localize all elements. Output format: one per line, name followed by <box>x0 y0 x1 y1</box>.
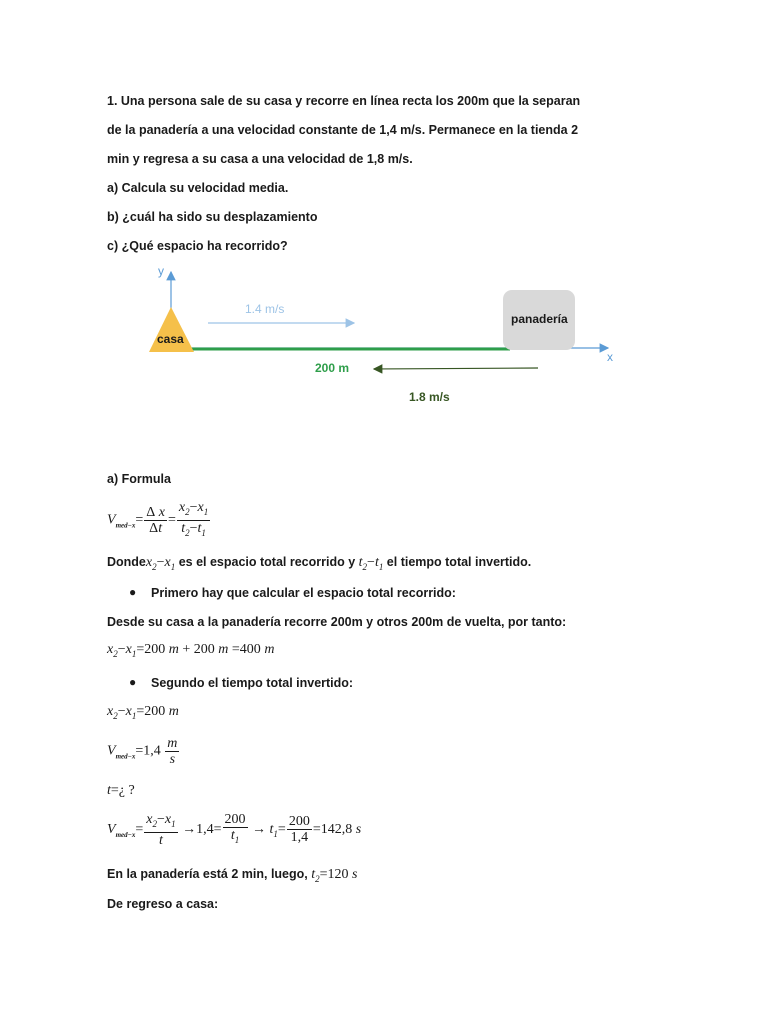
equation-distance-200: $x_2-x_1=200$ m <box>107 704 179 721</box>
motion-diagram <box>140 262 620 412</box>
speed-out-label: 1.4 m/s <box>245 302 285 316</box>
question-b: b) ¿cuál ha sido su desplazamiento <box>107 210 318 224</box>
equation-velocity-value: $V_{med-x}=1,4$ $\frac{m}{s}$ <box>107 736 178 767</box>
regreso-line: De regreso a casa: <box>107 897 219 911</box>
bullet-dot: ● <box>129 585 137 599</box>
desde-line: Desde su casa a la panadería recorre 200m y otros 200m de vuelta, por tanto: <box>107 615 567 629</box>
bullet-2-text: Segundo el tiempo total invertido: <box>151 676 354 690</box>
section-heading-formula: a) Formula <box>107 472 171 486</box>
distance-label: 200 m <box>315 361 350 375</box>
problem-line-1: 1. Una persona sale de su casa y recorre en línea recta los 200m que la separan <box>107 94 581 108</box>
question-a: a) Calcula su velocidad media. <box>107 181 289 195</box>
speed-back-label: 1.8 m/s <box>409 390 450 404</box>
speed-back-arrow <box>374 368 538 369</box>
panaderia-label: panadería <box>511 312 568 326</box>
problem-line-2: de la panadería a una velocidad constante de 1,4 m/s. Permanece en la tienda 2 <box>107 123 579 137</box>
x-axis-label: x <box>607 350 613 364</box>
panaderia-time-line: En la panadería está 2 min, luego, $t_2=120$ s <box>107 867 358 884</box>
equation-t-unknown: t=¿ ? <box>107 783 135 798</box>
y-axis-label: y <box>158 264 164 278</box>
question-c: c) ¿Qué espacio ha recorrido? <box>107 239 288 253</box>
formula-velocity-mean: $V_{med-x}=$ $\frac{\text{Δ x}}{\Delta t}$ = $\frac{x_2-x_1}{t_2-t_1}$ <box>107 500 209 538</box>
casa-label: casa <box>157 332 184 346</box>
equation-solve-t1: $V_{med-x}=$ $\frac{x_2-x_1}{t}$ →1,4= $\frac{200}{t_1}$ → $t_1=$ $\frac{200}{1,4}$ =142,8 s <box>107 812 362 848</box>
bullet-dot: ● <box>129 675 137 689</box>
problem-line-3: min y regresa a su casa a una velocidad de 1,8 m/s. <box>107 152 413 166</box>
equation-total-distance: $x_2-x_1=200$ m + 200 m =400 m <box>107 642 275 659</box>
donde-line: $Dondex_2-x_1$ es el espacio total recorrido y $t_2-t_1$ el tiempo total invertido. <box>107 555 532 572</box>
bullet-1-text: Primero hay que calcular el espacio total recorrido: <box>151 586 456 600</box>
